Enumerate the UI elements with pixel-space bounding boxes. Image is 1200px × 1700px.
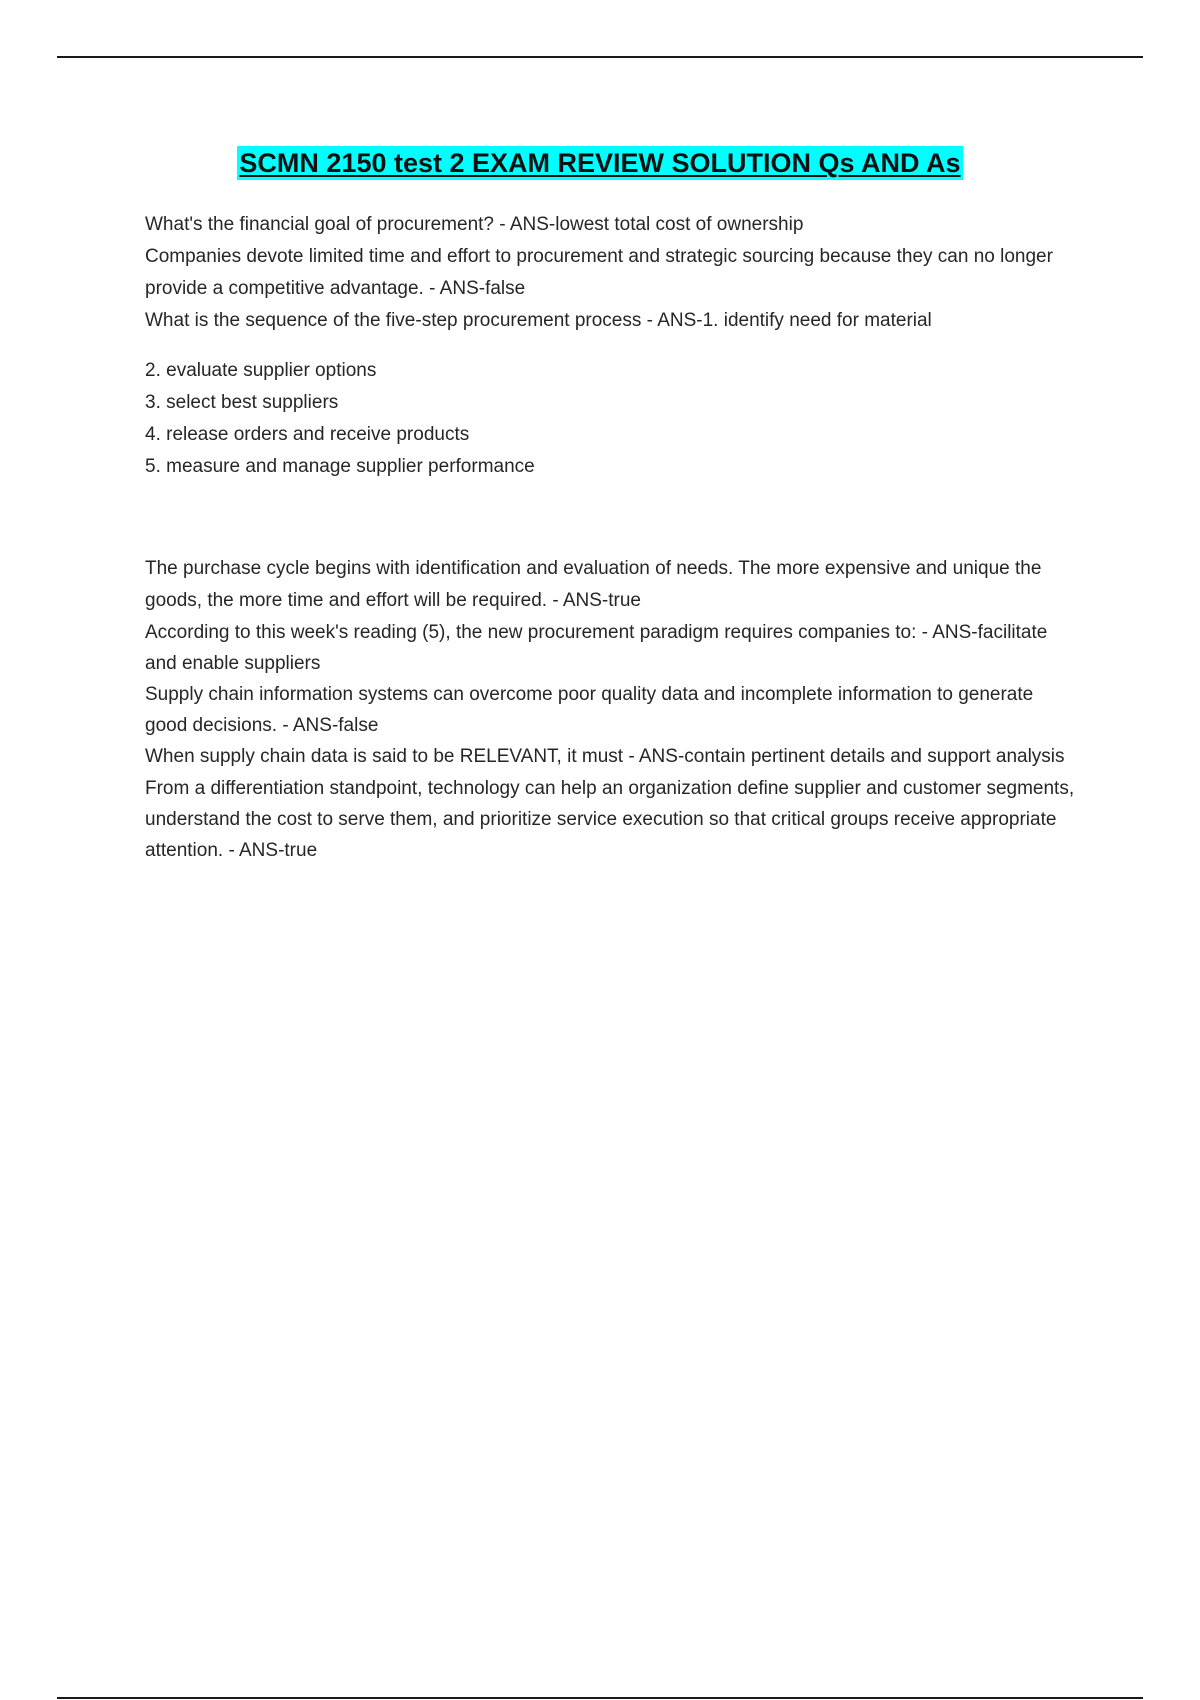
qa-item-five-step-process: What is the sequence of the five-step procurement process - ANS-1. identify need for material (145, 310, 932, 331)
footer-rule (57, 1697, 1143, 1699)
list-item-step-2: 2. evaluate supplier options (145, 360, 377, 381)
list-item-step-3: 3. select best suppliers (145, 392, 339, 413)
header-rule (57, 56, 1143, 58)
qa-item-limited-time: Companies devote limited time and effort to procurement and strategic sourcing because they can no longer provide a competitive advantage. - ANS-false (145, 246, 1053, 299)
qa-item-differentiation: From a differentiation standpoint, technology can help an organization define supplier and customer segments, understand the cost to serve them, and prioritize service execution so that critical groups receive appropriate attention. - ANS-true (145, 778, 1075, 861)
title-container (0, 146, 1200, 180)
qa-item-information-systems: Supply chain information systems can overcome poor quality data and incomplete information to generate good decisions. - ANS-false (145, 684, 1034, 736)
qa-item-financial-goal: What's the financial goal of procurement? - ANS-lowest total cost of ownership (145, 214, 804, 235)
document-title: SCMN 2150 test 2 EXAM REVIEW SOLUTION Qs AND As (239, 148, 961, 178)
list-item-step-5: 5. measure and manage supplier performance (145, 456, 535, 477)
qa-item-procurement-paradigm: According to this week's reading (5), the new procurement paradigm requires companies to: - ANS-facilitate and enable suppliers (145, 622, 1048, 674)
list-item-step-4: 4. release orders and receive products (145, 424, 470, 445)
document-body (145, 209, 1075, 866)
qa-item-purchase-cycle: The purchase cycle begins with identification and evaluation of needs. The more expensive and unique the goods, the more time and effort will be required. - ANS-true (145, 558, 1042, 611)
qa-item-relevant-data: When supply chain data is said to be RELEVANT, it must - ANS-contain pertinent details and support analysis (145, 746, 1065, 767)
